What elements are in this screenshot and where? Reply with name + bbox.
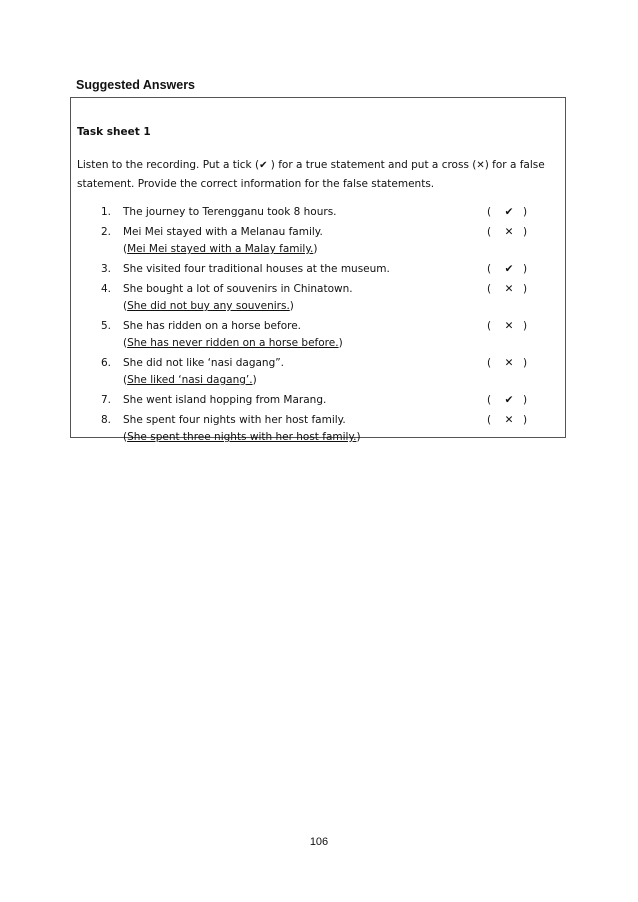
section-heading: Suggested Answers (76, 78, 196, 92)
statement-text: Mei Mei stayed with a Melanau family. (123, 226, 323, 238)
close-paren: ) (523, 414, 528, 426)
statement-text: The journey to Terengganu took 8 hours. (123, 206, 337, 218)
close-paren: ) (523, 357, 528, 369)
task-instructions (77, 156, 557, 193)
cross-icon: ✕ (504, 226, 514, 238)
cross-icon: ✕ (504, 283, 514, 295)
close-paren: ) (523, 320, 528, 332)
cross-icon: ✕ (504, 357, 514, 369)
correction-underlined: She spent three nights with her host family. (127, 431, 357, 443)
close-paren: ) (523, 226, 528, 238)
statement-number: 2. (101, 226, 112, 238)
open-paren: ( (487, 226, 492, 238)
close-paren: ) (523, 263, 528, 275)
statement-item (71, 204, 565, 221)
cross-icon: ✕ (504, 320, 514, 332)
cross-icon: ✕ (504, 414, 514, 426)
statement-item (71, 412, 565, 446)
statement-text: She did not like ‘nasi dagang”. (123, 357, 285, 369)
statement-number: 7. (101, 394, 112, 406)
open-paren: ( (487, 394, 492, 406)
instruction-text-3: ) for a false statement. Provide the correct information for the false statements. (77, 159, 545, 190)
open-paren: ( (487, 283, 492, 295)
statement-item (71, 261, 565, 278)
correction-underlined: She has never ridden on a horse before. (127, 337, 339, 349)
open-paren: ( (487, 320, 492, 332)
page-number: 106 (309, 836, 329, 848)
statement-item (71, 318, 565, 352)
open-paren: ( (487, 357, 492, 369)
task-sheet-box (70, 97, 566, 443)
open-paren: ( (487, 414, 492, 426)
tick-icon: ✔ (259, 160, 268, 171)
statement-number: 6. (101, 357, 112, 369)
statement-text: She went island hopping from Marang. (123, 394, 327, 406)
tick-icon: ✔ (504, 263, 514, 275)
statement-number: 8. (101, 414, 112, 426)
statement-number: 5. (101, 320, 112, 332)
instruction-text-2: ) for a true statement and put a cross ( (267, 159, 477, 171)
close-paren: ) (523, 206, 528, 218)
tick-icon: ✔ (504, 206, 514, 218)
correction-underlined: Mei Mei stayed with a Malay family. (127, 243, 314, 255)
tick-icon: ✔ (504, 394, 514, 406)
close-paren: ) (523, 394, 528, 406)
task-title: Task sheet 1 (77, 126, 151, 138)
correction-text: (She did not buy any souvenirs.) (123, 300, 294, 312)
statement-number: 4. (101, 283, 112, 295)
close-paren: ) (523, 283, 528, 295)
correction-text: (Mei Mei stayed with a Malay family.) (123, 243, 318, 255)
statement-text: She has ridden on a horse before. (123, 320, 302, 332)
statement-item (71, 355, 565, 389)
statement-number: 1. (101, 206, 112, 218)
correction-underlined: She did not buy any souvenirs. (127, 300, 290, 312)
correction-text: (She has never ridden on a horse before.) (123, 337, 343, 349)
statement-number: 3. (101, 263, 112, 275)
cross-icon: ✕ (476, 160, 485, 171)
correction-text: (She spent three nights with her host family.) (123, 431, 361, 443)
statement-item (71, 392, 565, 409)
instruction-text-1: Listen to the recording. Put a tick ( (77, 159, 260, 171)
correction-underlined: She liked ‘nasi dagang’. (127, 374, 253, 386)
statement-text: She spent four nights with her host family. (123, 414, 346, 426)
open-paren: ( (487, 206, 492, 218)
statement-item (71, 281, 565, 315)
open-paren: ( (487, 263, 492, 275)
correction-text: (She liked ‘nasi dagang’.) (123, 374, 257, 386)
statement-text: She bought a lot of souvenirs in Chinatown. (123, 283, 353, 295)
statement-text: She visited four traditional houses at the museum. (123, 263, 390, 275)
statement-item (71, 224, 565, 258)
